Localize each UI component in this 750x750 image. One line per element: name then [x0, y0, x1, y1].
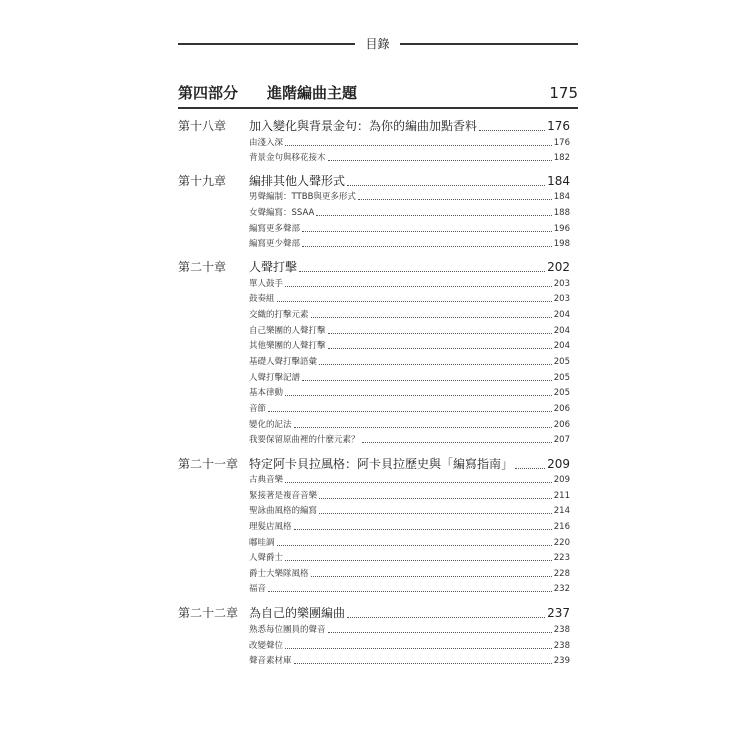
chapter-label: 第二十章 [178, 260, 227, 274]
section-page: 238 [553, 625, 570, 635]
dot-leader [358, 199, 552, 200]
section-title: 編寫更多聲部 [249, 224, 301, 234]
section-page: 205 [553, 357, 570, 367]
section-title: 福音 [249, 584, 267, 594]
section-entry[interactable] [249, 340, 570, 352]
dot-leader [294, 529, 552, 530]
dot-leader [285, 145, 552, 146]
header-label: 目錄 [365, 37, 390, 51]
section-page: 196 [553, 224, 570, 234]
section-page: 228 [553, 569, 570, 579]
section-title: 背景金句與移花接木 [249, 153, 326, 163]
section-title: 人聲爵士 [249, 553, 284, 563]
section-entry[interactable] [249, 419, 570, 431]
section-entry[interactable] [249, 238, 570, 250]
chapter-label: 第二十一章 [178, 457, 239, 471]
section-entry[interactable] [249, 490, 570, 502]
section-entry[interactable] [249, 583, 570, 595]
section-title: 人聲打擊記譜 [249, 373, 301, 383]
section-entry[interactable] [249, 434, 570, 446]
dot-leader [277, 545, 552, 546]
section-title: 編寫更少聲部 [249, 239, 301, 249]
section-page: 204 [553, 326, 570, 336]
dot-leader [328, 632, 552, 633]
dot-leader [302, 231, 552, 232]
dot-leader [328, 333, 552, 334]
section-title: 其他樂團的人聲打擊 [249, 341, 326, 351]
section-title: 交織的打擊元素 [249, 310, 309, 320]
chapter-page: 209 [547, 457, 570, 471]
section-page: 204 [553, 310, 570, 320]
section-entry[interactable] [249, 521, 570, 533]
section-page: 232 [553, 584, 570, 594]
section-page: 203 [553, 294, 570, 304]
section-entry[interactable] [249, 403, 570, 415]
section-page: 207 [553, 435, 570, 445]
section-entry[interactable] [249, 293, 570, 305]
section-entry[interactable] [249, 207, 570, 219]
dot-leader [311, 576, 552, 577]
section-page: 220 [553, 538, 570, 548]
section-page: 184 [553, 192, 570, 202]
section-title: 基礎人聲打擊語彙 [249, 357, 318, 367]
dot-leader [328, 160, 552, 161]
dot-leader [319, 513, 552, 514]
section-title: 聲音素材庫 [249, 656, 292, 666]
chapter-page: 176 [547, 119, 570, 133]
chapter-title: 特定阿卡貝拉風格：阿卡貝拉歷史與「編寫指南」 [249, 457, 514, 471]
section-entry[interactable] [249, 474, 570, 486]
section-title: 緊接著是複音音樂 [249, 491, 318, 501]
chapter-entry[interactable] [249, 118, 570, 134]
chapter-entry[interactable] [249, 173, 570, 189]
section-entry[interactable] [249, 325, 570, 337]
section-title: 基本律動 [249, 388, 284, 398]
section-page: 205 [553, 388, 570, 398]
section-page: 216 [553, 522, 570, 532]
section-title: 我要保留原曲裡的什麼元素？ [249, 435, 360, 445]
section-page: 182 [553, 153, 570, 163]
chapter-label: 第十九章 [178, 174, 227, 188]
dot-leader [302, 380, 552, 381]
header-rule-left [178, 43, 355, 45]
dot-leader [268, 591, 552, 592]
dot-leader [347, 617, 545, 618]
section-entry[interactable] [249, 624, 570, 636]
section-page: 188 [553, 208, 570, 218]
section-title: 男聲編制：TTBB與更多形式 [249, 192, 356, 202]
chapter-page: 237 [547, 606, 570, 620]
chapter-label: 第二十二章 [178, 606, 239, 620]
dot-leader [328, 348, 552, 349]
section-title: 女聲編寫：SSAA [249, 208, 315, 218]
section-entry[interactable] [249, 640, 570, 652]
dot-leader [268, 411, 552, 412]
section-title: 理髮店風格 [249, 522, 292, 532]
section-entry[interactable] [249, 137, 570, 149]
part-page: 175 [549, 84, 578, 102]
dot-leader [294, 663, 552, 664]
section-entry[interactable] [249, 568, 570, 580]
section-title: 聖詠曲風格的編寫 [249, 506, 318, 516]
section-entry[interactable] [249, 387, 570, 399]
dot-leader [311, 317, 552, 318]
dot-leader [319, 498, 552, 499]
chapter-title: 加入變化與背景金句：為你的編曲加點香料 [249, 119, 478, 133]
dot-leader [302, 246, 552, 247]
section-entry[interactable] [249, 223, 570, 235]
section-page: 205 [553, 373, 570, 383]
section-page: 214 [553, 506, 570, 516]
section-title: 熟悉每位團員的聲音 [249, 625, 326, 635]
section-entry[interactable] [249, 372, 570, 384]
header-rule-right [400, 43, 578, 45]
section-page: 203 [553, 279, 570, 289]
section-page: 176 [553, 138, 570, 148]
chapter-entry[interactable] [249, 456, 570, 472]
section-entry[interactable] [249, 552, 570, 564]
chapter-entry[interactable] [249, 259, 570, 275]
part-number: 第四部分 [178, 84, 239, 102]
section-title: 單人鼓手 [249, 279, 284, 289]
dot-leader [285, 395, 552, 396]
dot-leader [319, 364, 552, 365]
running-header [178, 36, 578, 52]
section-entry[interactable] [249, 278, 570, 290]
section-title: 由淺入深 [249, 138, 284, 148]
dot-leader [285, 482, 552, 483]
chapter-entry[interactable] [249, 605, 570, 621]
section-title: 變化的記法 [249, 420, 292, 430]
section-entry[interactable] [249, 356, 570, 368]
dot-leader [285, 648, 552, 649]
section-page: 238 [553, 641, 570, 651]
dot-leader [285, 560, 552, 561]
dot-leader [277, 301, 552, 302]
section-entry[interactable] [249, 309, 570, 321]
section-entry[interactable] [249, 655, 570, 667]
dot-leader [347, 185, 545, 186]
chapter-title: 編排其他人聲形式 [249, 174, 346, 188]
dot-leader [294, 427, 552, 428]
section-entry[interactable] [249, 537, 570, 549]
section-page: 206 [553, 404, 570, 414]
section-page: 223 [553, 553, 570, 563]
dot-leader [316, 215, 551, 216]
section-page: 206 [553, 420, 570, 430]
dot-leader [299, 271, 545, 272]
section-page: 204 [553, 341, 570, 351]
dot-leader [515, 468, 545, 469]
chapter-label: 第十八章 [178, 119, 227, 133]
section-entry[interactable] [249, 191, 570, 203]
section-title: 自己樂團的人聲打擊 [249, 326, 326, 336]
chapter-page: 184 [547, 174, 570, 188]
chapter-title: 人聲打擊 [249, 260, 298, 274]
dot-leader [479, 130, 545, 131]
dot-leader [362, 442, 552, 443]
chapter-page: 202 [547, 260, 570, 274]
section-title: 改變聲位 [249, 641, 284, 651]
part-title: 進階編曲主題 [267, 84, 358, 102]
section-page: 209 [553, 475, 570, 485]
section-page: 239 [553, 656, 570, 666]
section-page: 211 [553, 491, 570, 501]
part-rule [178, 107, 578, 109]
section-title: 古典音樂 [249, 475, 284, 485]
section-page: 198 [553, 239, 570, 249]
chapter-title: 為自己的樂團編曲 [249, 606, 346, 620]
section-title: 嘟哇調 [249, 538, 275, 548]
section-title: 爵士大樂隊風格 [249, 569, 309, 579]
section-title: 鼓奏組 [249, 294, 275, 304]
section-title: 音節 [249, 404, 267, 414]
dot-leader [285, 286, 552, 287]
section-entry[interactable] [249, 505, 570, 517]
section-entry[interactable] [249, 152, 570, 164]
part-heading [178, 82, 578, 104]
